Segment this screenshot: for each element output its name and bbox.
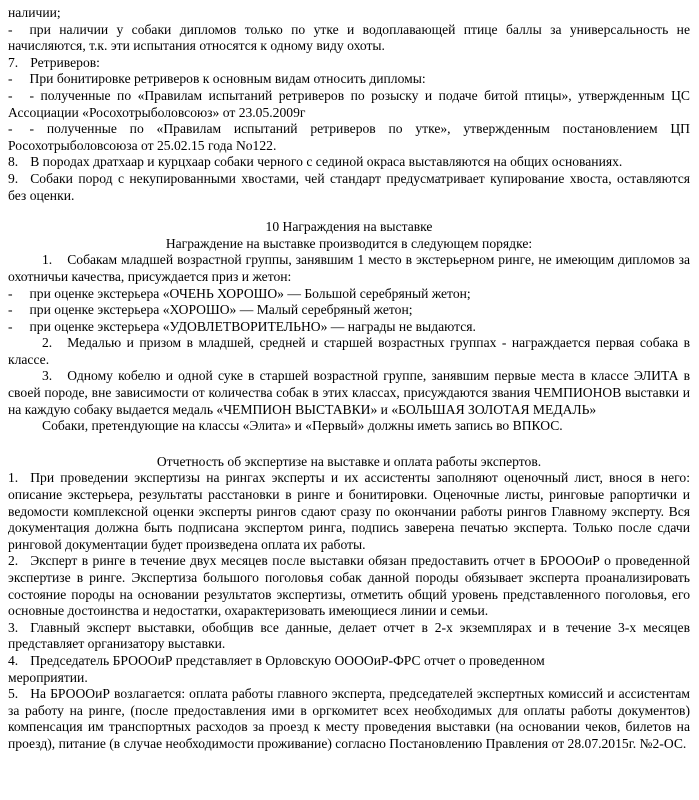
number-marker: 2. xyxy=(8,553,19,569)
number-marker: 3. xyxy=(42,368,53,384)
reporting-section-heading: Отчетность об экспертизе на выставке и оплата работы экспертов. xyxy=(156,453,542,469)
list-item-9-tails xyxy=(8,171,690,204)
number-marker: 9. xyxy=(8,170,19,186)
number-marker: 4. xyxy=(8,652,19,668)
item-text: В породах дратхаар и курцхаар собаки черного с сединой окраса выставляются на общих основаниях. xyxy=(30,154,623,170)
dash-marker: - xyxy=(8,285,13,301)
list-item-7-retrievers xyxy=(8,55,690,72)
awards-item-1 xyxy=(8,252,690,285)
bullet-text: при наличии у собаки дипломов только по утке и водоплавающей птице баллы за универсальность не начисляются, т.к. эти испытания относятся к одному виду охоты. xyxy=(8,21,690,54)
number-marker: 3. xyxy=(8,619,19,635)
number-marker: 1. xyxy=(42,252,53,268)
dash-marker: - xyxy=(8,87,13,103)
intro-continuation-line: наличии; xyxy=(8,5,61,20)
awards-item-2 xyxy=(8,335,690,368)
list-item-8-coat-color xyxy=(8,154,690,171)
reporting-item-3 xyxy=(8,620,690,653)
awards-section-subheading: Награждение на выставке производится в следующем порядке: xyxy=(165,235,533,251)
number-marker: 2. xyxy=(42,335,53,351)
item-text: Ретриверов: xyxy=(30,54,100,70)
number-marker: 5. xyxy=(8,686,19,702)
number-marker: 7. xyxy=(8,54,19,70)
awards-item-3 xyxy=(8,368,690,418)
number-marker: 8. xyxy=(8,154,19,170)
item-text: Медалью и призом в младшей, средней и старшей возрастных группах - награждается первая собака в классе. xyxy=(8,335,690,367)
bullet-retriever-bonitation xyxy=(8,71,690,88)
bullet-text: При бонитировке ретриверов к основным видам относить дипломы: xyxy=(29,71,426,87)
item-text: Собаки пород с некупированными хвостами, чей стандарт предусматривает купирование хвоста, оставляются без оценки. xyxy=(8,170,690,203)
item-text-line1: Председатель БРОООиР представляет в Орловскую ООООиР-ФРС отчет о проведенном xyxy=(30,652,545,668)
awards-bullet-good xyxy=(8,302,690,319)
bullet-text: при оценке экстерьера «УДОВЛЕТВОРИТЕЛЬНО» — награды не выдаются. xyxy=(29,318,476,334)
dash-marker: - xyxy=(8,302,13,318)
reporting-item-2 xyxy=(8,553,690,619)
awards-section-heading: 10 Награждения на выставке xyxy=(265,219,433,235)
item-text: Эксперт в ринге в течение двух месяцев после выставки обязан предоставить отчет в БРОООиР о проведенной экспертизе в ринге. Экспертиза большого поголовья собак данной породы обязывает эксперта проанализировать состояние породы на основании результатов экспертизы, отметить общий уровень представленного поголовья, его основные достоинства и недостатки, охарактеризовать имеющиеся линии и семьи. xyxy=(8,553,690,619)
dash-marker: - xyxy=(8,21,13,37)
dash-marker: - xyxy=(8,121,13,137)
bullet-text: при оценке экстерьера «ОЧЕНЬ ХОРОШО» — Большой серебряный жетон; xyxy=(29,285,471,301)
item-text: Главный эксперт выставки, обобщив все данные, делает отчет в 2-х экземплярах и в течение 3-х месяцев представляет организатору выставки. xyxy=(8,619,690,652)
awards-bullet-very-good xyxy=(8,286,690,303)
bullet-text: при оценке экстерьера «ХОРОШО» — Малый серебряный жетон; xyxy=(29,302,413,318)
bullet-diploma-duck xyxy=(8,121,690,154)
reporting-item-1 xyxy=(8,470,690,553)
item-text: Одному кобелю и одной суке в старшей возрастной группе, занявшим первые места в классе ЭЛИТА в своей породе, вне зависимости от количества собак в этих классах, присуждаются звания ЧЕМПИОНОВ выставки и на каждую собаку выдается медаль «ЧЕМПИОН ВЫСТАВКИ» и «БОЛЬШАЯ ЗОЛОТАЯ МЕДАЛЬ» xyxy=(8,368,690,417)
item-text: На БРОООиР возлагается: оплата работы главного эксперта, председателей экспертных комиссий и ассистентам за работу на ринге, (после предоставления ими в оргкомитет всех необходимых для оплаты работы документов) компенсация им транспортных расходов за проезд к месту проведения выставки (на основании чеков, билетов на проезд), питание (в случае необходимости проживание) согласно Постановлению Правления от 28.07.2015г. №2-ОС. xyxy=(8,686,690,751)
awards-bullet-satisfactory xyxy=(8,319,690,336)
reporting-item-5 xyxy=(8,686,690,752)
dash-marker: - xyxy=(8,71,13,87)
bullet-text: - полученные по «Правилам испытаний ретриверов по розыску и подаче битой птицы», утвержденным ЦС Ассоциации «Росохотрыболовсоюз» от 23.05.2009г xyxy=(8,87,690,120)
number-marker: 1. xyxy=(8,470,19,486)
bullet-diploma-search-retrieve xyxy=(8,88,690,121)
awards-note-vpkos: Собаки, претендующие на классы «Элита» и «Первый» должны иметь запись во ВПКОС. xyxy=(42,418,563,434)
dash-marker: - xyxy=(8,318,13,334)
item-text: Собакам младшей возрастной группы, занявшим 1 место в экстерьерном ринге, не имеющим дипломов за охотничьи качества, присуждается приз и жетон: xyxy=(8,252,690,284)
bullet-text: - полученные по «Правилам испытаний ретриверов по утке», утвержденным постановлением ЦП Росохотрыболовсоюза от 25.02.15 года No122. xyxy=(8,121,690,153)
item-text: При проведении экспертизы на рингах эксперты и их ассистенты заполняют оценочный лист, внося в него: описание экстерьера, результаты расстановки в ринге и бонитировки. Оценочные листы, ринговые рапортички и ведомости комплексной оценки эксперты рингов сдают сразу по окончании работы рингов Главному эксперту. Вся документация должна быть подписана экспертом ринга, подпись заверена печатью эксперта. Только после сдачи ринговой документации будет произведена оплата их работы. xyxy=(8,470,690,552)
item-text-line2: мероприятии. xyxy=(8,669,88,685)
reporting-item-4 xyxy=(8,653,690,686)
intro-bullet-duck-diplomas xyxy=(8,22,690,55)
